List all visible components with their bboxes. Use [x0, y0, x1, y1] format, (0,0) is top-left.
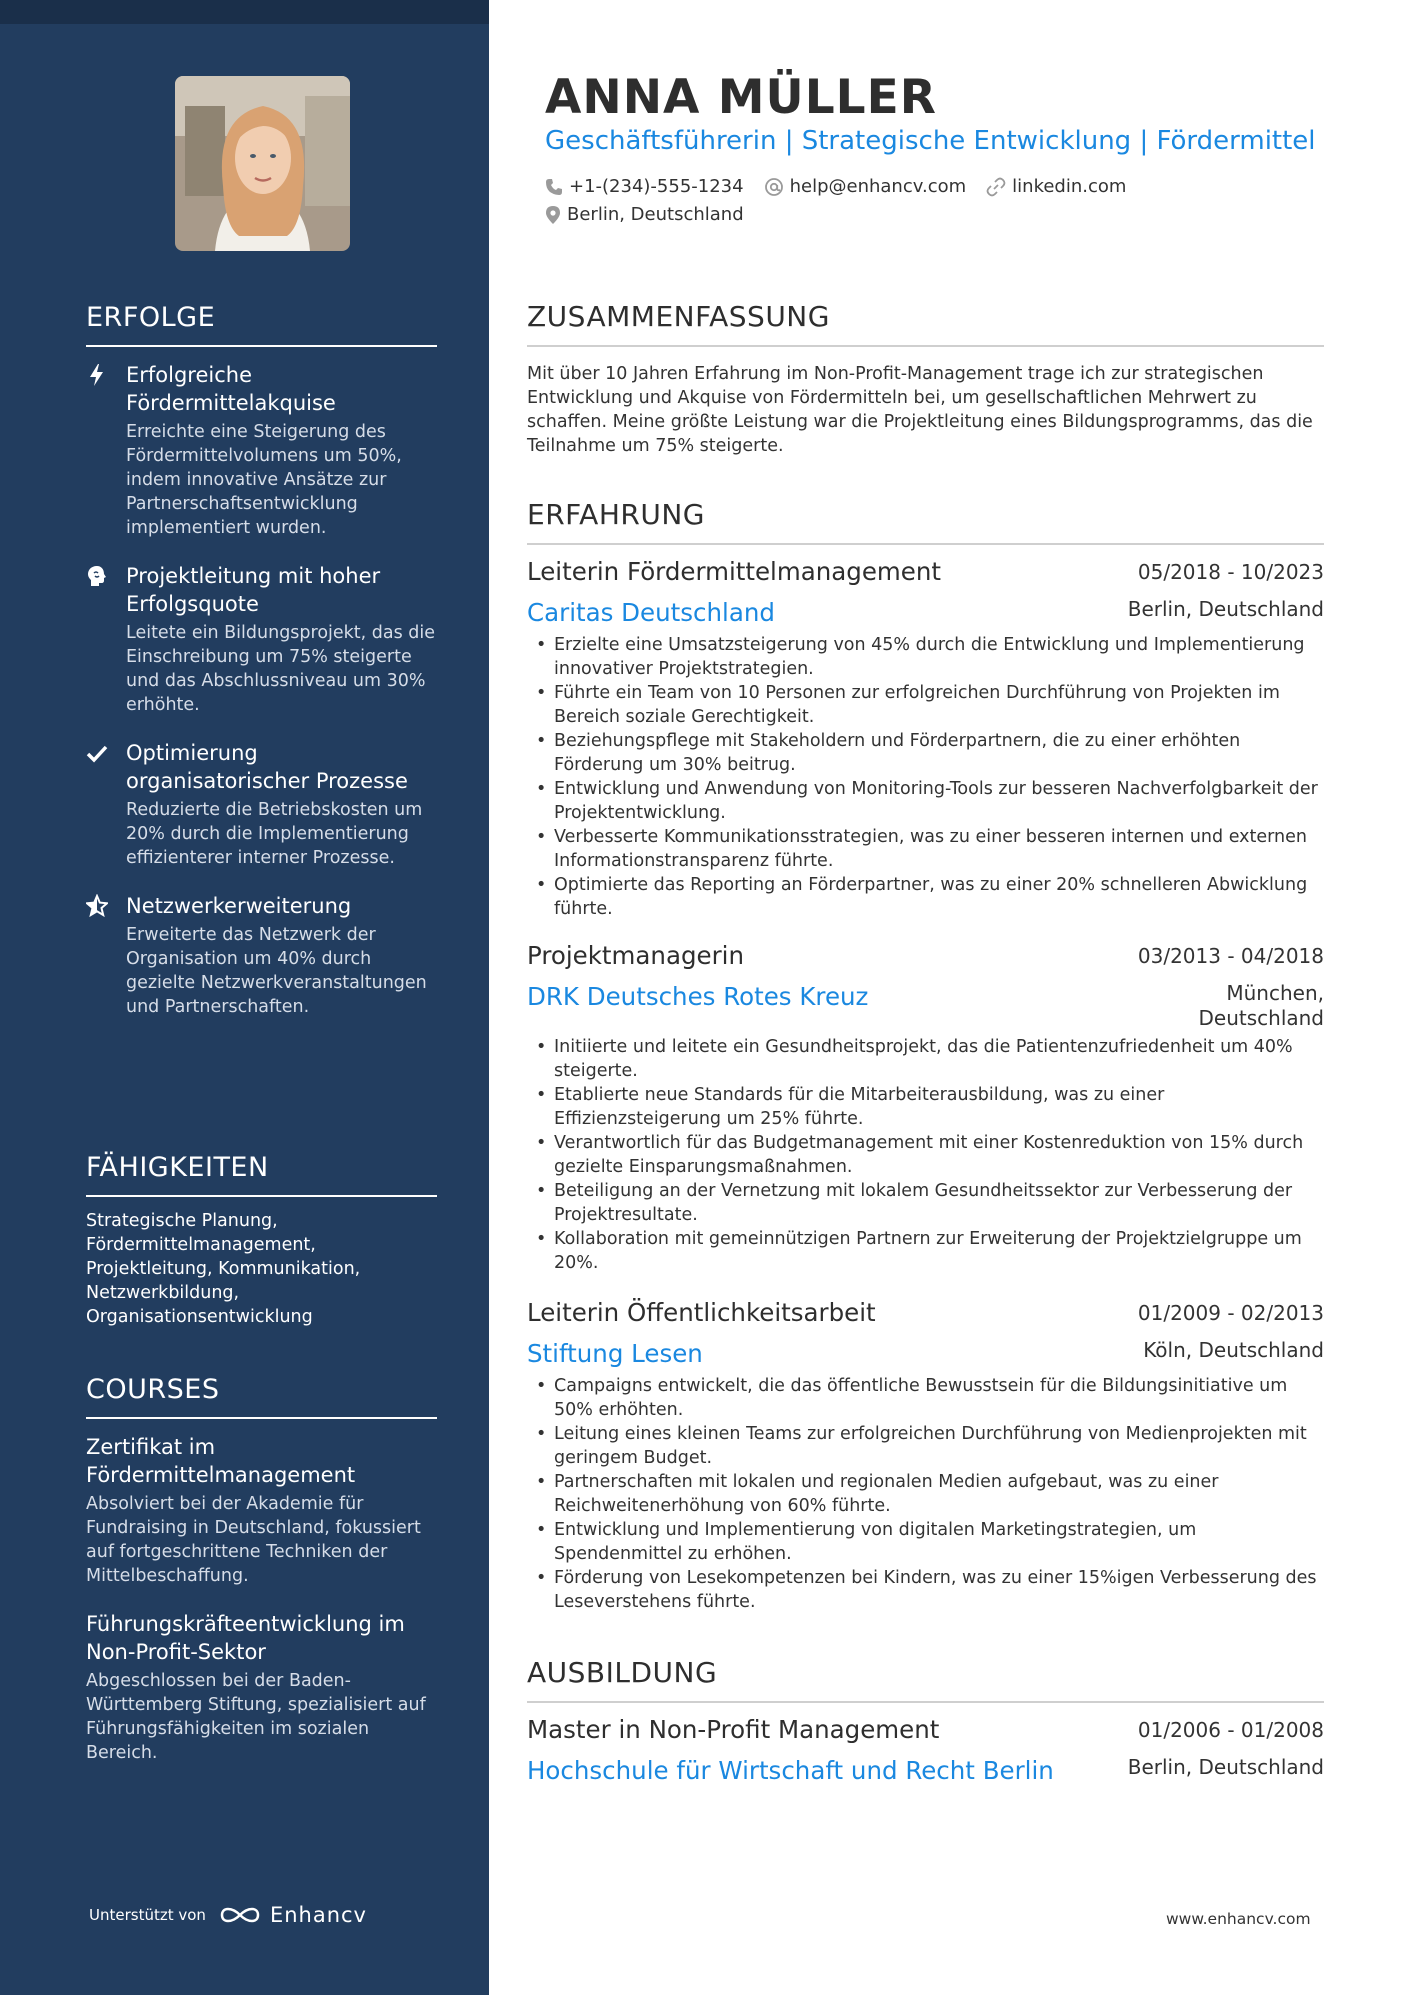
company-name[interactable]: Stiftung Lesen	[527, 1339, 703, 1368]
job-entry	[527, 940, 1324, 1275]
bullet-item: • Beteiligung an der Vernetzung mit lokalem Gesundheitssektor zur Verbesserung der Projektresultate.	[527, 1179, 1324, 1227]
achievements-title: ERFOLGE	[86, 302, 437, 347]
candidate-name: ANNA MÜLLER	[545, 70, 937, 125]
bullet-item: • Partnerschaften mit lokalen und regionalen Medien aufgebaut, was zu einer Reichweitenerhöhung von 60% führte.	[527, 1470, 1324, 1518]
education-dates: 01/2006 - 01/2008	[1137, 1718, 1324, 1742]
link-icon	[986, 177, 1006, 197]
email-text: help@enhancv.com	[789, 176, 967, 197]
achievement-title: Erfolgreiche Fördermittelakquise	[126, 363, 336, 415]
course-item	[86, 1610, 437, 1765]
bullet-item: • Kollaboration mit gemeinnützigen Partnern zur Erweiterung der Projektzielgruppe um 20%.	[527, 1227, 1324, 1275]
footer-url[interactable]: www.enhancv.com	[1166, 1910, 1311, 1928]
skills-title: FÄHIGKEITEN	[86, 1152, 437, 1197]
achievement-title: Projektleitung mit hoher Erfolgsquote	[126, 564, 381, 616]
achievement-item	[86, 361, 437, 540]
job-title: Leiterin Öffentlichkeitsarbeit	[527, 1298, 876, 1327]
enhancv-logo-icon	[218, 1903, 262, 1927]
company-name[interactable]: Caritas Deutschland	[527, 598, 775, 627]
brand-name: Enhancv	[269, 1903, 367, 1927]
job-location	[1199, 981, 1325, 1031]
bullet-item: • Entwicklung und Anwendung von Monitoring-Tools zur besseren Nachverfolgbarkeit der Projektentwicklung.	[527, 777, 1324, 825]
bullet-item: • Förderung von Lesekompetenzen bei Kindern, was zu einer 15%igen Verbesserung des Leseverstehens führte.	[527, 1566, 1324, 1614]
powered-label: Unterstützt von	[89, 1906, 206, 1924]
courses-section	[86, 1374, 437, 1765]
job-bullets	[527, 633, 1324, 921]
bullet-item: • Optimierte das Reporting an Förderpartner, was zu einer 20% schnelleren Abwicklung führte.	[527, 873, 1324, 921]
bullet-item: • Campaigns entwickelt, die das öffentliche Bewusstsein für die Bildungsinitiative um 50% erhöhten.	[527, 1374, 1324, 1422]
achievement-title: Netzwerkerweiterung	[126, 894, 352, 918]
phone-icon	[545, 178, 563, 196]
course-title: Zertifikat im Fördermittelmanagement	[86, 1435, 356, 1487]
course-desc: Absolviert bei der Akademie für Fundraising in Deutschland, fokussiert auf fortgeschrittene Techniken der Mittelbeschaffung.	[86, 1494, 421, 1586]
school-name[interactable]: Hochschule für Wirtschaft und Recht Berlin	[527, 1756, 1054, 1785]
bullet-item: • Führte ein Team von 10 Personen zur erfolgreichen Durchführung von Projekten im Bereich soziale Gerechtigkeit.	[527, 681, 1324, 729]
job-dates: 05/2018 - 10/2023	[1137, 560, 1324, 584]
bullet-item: • Leitung eines kleinen Teams zur erfolgreichen Durchführung von Medienprojekten mit geringem Budget.	[527, 1422, 1324, 1470]
education-location: Berlin, Deutschland	[1127, 1755, 1324, 1779]
lightning-icon	[86, 363, 108, 387]
job-entry	[527, 556, 1324, 921]
course-desc: Abgeschlossen bei der Baden-Württemberg Stiftung, spezialisiert auf Führungsfähigkeiten im sozialen Bereich.	[86, 1671, 426, 1763]
job-dates: 01/2009 - 02/2013	[1137, 1301, 1324, 1325]
location-pin-icon	[545, 205, 561, 225]
bullet-item: • Entwicklung und Implementierung von digitalen Marketingstrategien, um Spendenmittel zu erhöhen.	[527, 1518, 1324, 1566]
achievement-desc: Reduzierte die Betriebskosten um 20% durch die Implementierung effizienterer interner Prozesse.	[126, 800, 423, 868]
achievement-desc: Erreichte eine Steigerung des Fördermittelvolumens um 50%, indem innovative Ansätze zur Partnerschaftsentwicklung implementiert wurden.	[126, 422, 402, 538]
job-location-line: München,	[1226, 981, 1324, 1005]
education-title: AUSBILDUNG	[527, 1656, 1324, 1703]
headline: Geschäftsführerin | Strategische Entwicklung | Fördermittel	[545, 126, 1316, 156]
job-dates: 03/2013 - 04/2018	[1137, 944, 1324, 968]
achievement-item	[86, 562, 437, 717]
bullet-item: • Verantwortlich für das Budgetmanagement mit einer Kostenreduktion von 15% durch gezielte Einsparungsmaßnahmen.	[527, 1131, 1324, 1179]
location-text: Berlin, Deutschland	[567, 204, 744, 225]
email-contact[interactable]	[764, 176, 967, 197]
achievement-item	[86, 739, 437, 870]
job-location: Berlin, Deutschland	[1127, 597, 1324, 621]
achievement-item	[86, 892, 437, 1019]
job-location: Köln, Deutschland	[1143, 1338, 1324, 1362]
job-entry	[527, 1297, 1324, 1614]
at-icon	[764, 177, 784, 197]
location-contact	[545, 204, 744, 225]
bullet-item: • Erzielte eine Umsatzsteigerung von 45% durch die Entwicklung und Implementierung innovativer Projektstrategien.	[527, 633, 1324, 681]
job-title: Projektmanagerin	[527, 941, 744, 970]
contact-row	[545, 176, 1146, 197]
bullet-item: • Etablierte neue Standards für die Mitarbeiterausbildung, was zu einer Effizienzsteigerung um 25% führte.	[527, 1083, 1324, 1131]
phone-contact[interactable]	[545, 176, 744, 197]
sidebar	[0, 0, 489, 1995]
achievements-section	[86, 302, 437, 1019]
job-bullets	[527, 1035, 1324, 1275]
degree-title: Master in Non-Profit Management	[527, 1715, 940, 1744]
courses-title: COURSES	[86, 1374, 437, 1419]
job-title: Leiterin Fördermittelmanagement	[527, 557, 941, 586]
location-row	[545, 204, 764, 225]
achievement-title: Optimierung organisatorischer Prozesse	[126, 741, 408, 793]
summary-text: Mit über 10 Jahren Erfahrung im Non-Profit-Management trage ich zur strategischen Entwicklung und Akquise von Fördermitteln bei, um gesellschaftlichen Mehrwert zu schaffen. Meine größte Leistung war die Projektleitung eines Bildungsprogramms, das die Teilnahme um 75% steigerte.	[527, 364, 1313, 456]
experience-title: ERFAHRUNG	[527, 498, 1324, 545]
company-name[interactable]: DRK Deutsches Rotes Kreuz	[527, 982, 869, 1011]
job-location-line: Deutschland	[1198, 1006, 1324, 1030]
checkmark-icon	[86, 741, 108, 765]
sidebar-top-bar	[0, 0, 489, 24]
star-icon	[86, 894, 108, 918]
powered-by	[89, 1903, 367, 1927]
linkedin-text: linkedin.com	[1012, 176, 1127, 197]
achievement-desc: Erweiterte das Netzwerk der Organisation um 40% durch gezielte Netzwerkveranstaltungen und Partnerschaften.	[126, 925, 427, 1017]
profile-photo	[175, 76, 350, 251]
education-entry	[527, 1714, 1324, 1787]
course-title: Führungskräfteentwicklung im Non-Profit-Sektor	[86, 1612, 405, 1664]
brain-icon	[86, 564, 108, 588]
skills-list: Strategische Planung, Fördermittelmanagement, Projektleitung, Kommunikation, Netzwerkbildung, Organisationsentwicklung	[86, 1211, 361, 1327]
achievement-desc: Leitete ein Bildungsprojekt, das die Einschreibung um 75% steigerte und das Abschlussniveau um 30% erhöhte.	[126, 623, 436, 715]
job-bullets	[527, 1374, 1324, 1614]
phone-text: +1-(234)-555-1234	[569, 176, 744, 197]
linkedin-contact[interactable]	[986, 176, 1126, 197]
summary-title: ZUSAMMENFASSUNG	[527, 300, 1324, 347]
skills-section	[86, 1152, 437, 1329]
bullet-item: • Beziehungspflege mit Stakeholdern und Förderpartnern, die zu einer erhöhten Förderung um 30% beitrug.	[527, 729, 1324, 777]
bullet-item: • Initiierte und leitete ein Gesundheitsprojekt, das die Patientenzufriedenheit um 40% steigerte.	[527, 1035, 1324, 1083]
bullet-item: • Verbesserte Kommunikationsstrategien, was zu einer besseren internen und externen Informationstransparenz führte.	[527, 825, 1324, 873]
course-item	[86, 1433, 437, 1588]
